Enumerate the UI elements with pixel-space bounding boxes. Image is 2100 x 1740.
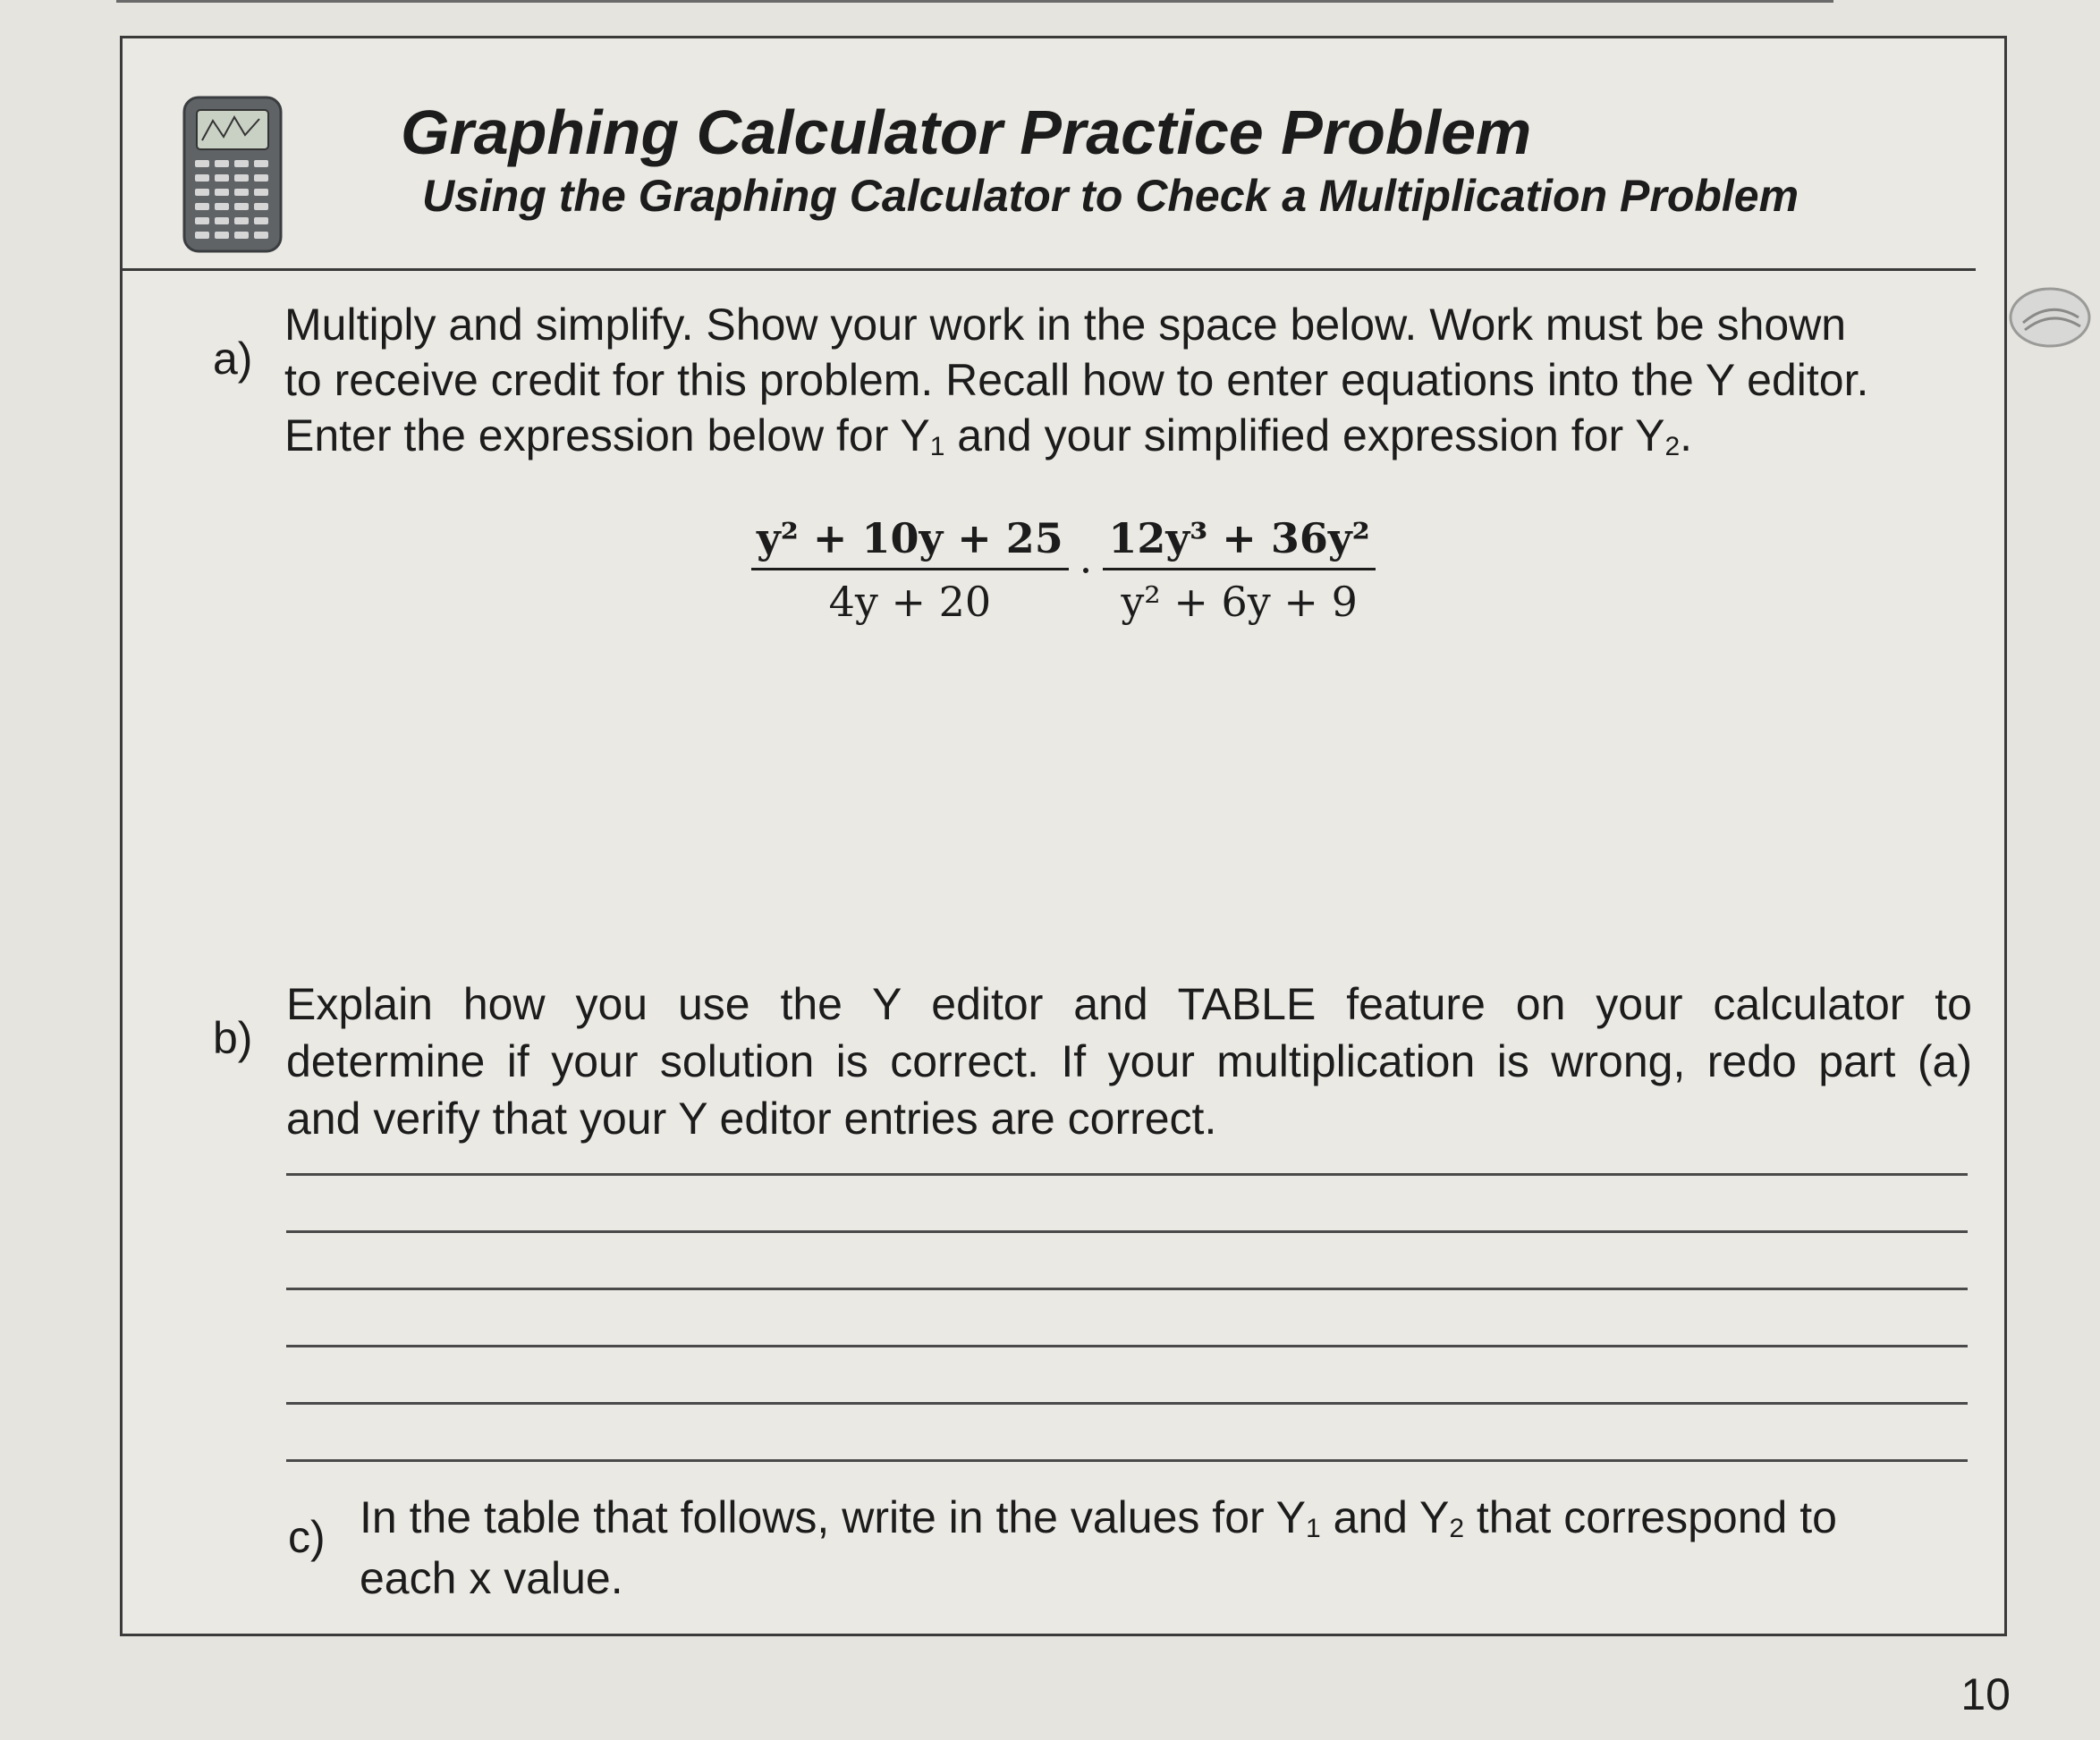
- answer-line[interactable]: [286, 1402, 1968, 1405]
- part-c-line1-mid: and Y: [1320, 1492, 1450, 1542]
- part-b-line: determine if your solution is correct. If your multiplication is wrong, redo part (a): [286, 1036, 1972, 1086]
- answer-line[interactable]: [286, 1345, 1968, 1347]
- fraction-2-denominator: y² + 6y + 9: [1121, 578, 1358, 626]
- part-b-line: and verify that your Y editor entries are correct.: [286, 1094, 1217, 1144]
- worksheet-title: Graphing Calculator Practice Problem: [401, 97, 1532, 167]
- part-a-letter: a): [213, 334, 253, 384]
- fraction-1: [751, 514, 1069, 626]
- answer-line[interactable]: [286, 1288, 1968, 1290]
- part-c-line1-end: that correspond to: [1464, 1492, 1837, 1542]
- part-b-line: Explain how you use the Y editor and TABLE feature on your calculator to: [286, 979, 1972, 1029]
- rational-expression: [751, 514, 1376, 626]
- part-c-line: [360, 1490, 1837, 1552]
- subscript-2: 2: [1664, 431, 1681, 461]
- answer-line[interactable]: [286, 1459, 1968, 1462]
- worksheet-subtitle: Using the Graphing Calculator to Check a Multiplication Problem: [422, 171, 1799, 221]
- fraction-1-numerator: y² + 10y + 25: [751, 514, 1069, 570]
- part-a-line3-mid: and your simplified expression for Y: [944, 410, 1665, 460]
- top-rule: [116, 0, 1833, 3]
- part-c-letter: c): [288, 1512, 326, 1562]
- part-a-line: to receive credit for this problem. Recall how to enter equations into the Y editor.: [284, 355, 1869, 405]
- header-divider: [120, 268, 1976, 271]
- worksheet-frame: [120, 36, 2007, 1636]
- fraction-2-numerator: 12y³ + 36y²: [1103, 514, 1375, 570]
- fraction-2: [1103, 514, 1375, 626]
- part-b-letter: b): [213, 1013, 253, 1063]
- part-a-line3-start: Enter the expression below for Y: [284, 410, 930, 460]
- graphing-calculator-icon: [179, 94, 286, 255]
- part-a-line: [284, 408, 1692, 470]
- fraction-1-denominator: 4y + 20: [828, 578, 992, 626]
- multiply-operator: ·: [1079, 545, 1093, 595]
- binder-ring-icon: [2003, 282, 2093, 353]
- subscript-2: 2: [1449, 1513, 1465, 1543]
- answer-line[interactable]: [286, 1230, 1968, 1233]
- part-c-line: each x value.: [360, 1553, 623, 1603]
- answer-line[interactable]: [286, 1173, 1968, 1176]
- subscript-1: 1: [929, 431, 945, 461]
- page-number: 10: [1960, 1669, 2011, 1719]
- part-a-line3-end: .: [1680, 410, 1693, 460]
- part-a-line: Multiply and simplify. Show your work in the space below. Work must be shown: [284, 300, 1847, 350]
- part-c-line1-start: In the table that follows, write in the values for Y: [360, 1492, 1306, 1542]
- subscript-1: 1: [1305, 1513, 1321, 1543]
